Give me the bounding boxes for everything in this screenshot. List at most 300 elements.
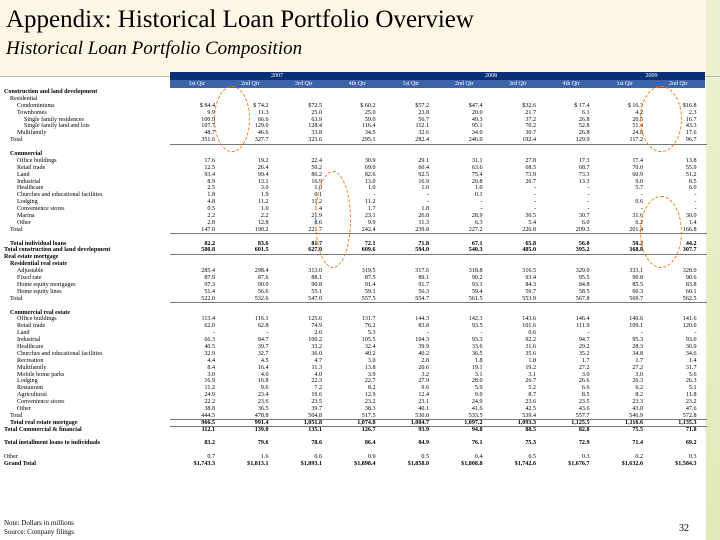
table-cell: 4.2 bbox=[635, 109, 643, 116]
table-cell: 20.7 bbox=[525, 178, 536, 185]
table-cell: 29.2 bbox=[578, 343, 590, 350]
row-label: Convenience stores bbox=[17, 206, 65, 213]
table-row bbox=[4, 234, 707, 241]
table-cell: 3.0 bbox=[367, 357, 376, 364]
table-cell: 17.6 bbox=[204, 157, 215, 164]
table-cell: 39.9 bbox=[418, 343, 429, 350]
table-cell: - bbox=[694, 206, 697, 213]
table-cell: 19.1 bbox=[471, 364, 483, 371]
table-cell: - bbox=[587, 206, 590, 213]
table-cell: 0.6 bbox=[314, 454, 322, 461]
table-cell: 68.5 bbox=[525, 164, 536, 171]
table-cell: 1,135.3 bbox=[678, 419, 697, 426]
table-cell: 0.3 bbox=[581, 454, 590, 461]
table-cell: 5.1 bbox=[688, 385, 697, 392]
table-cell: 19.2 bbox=[257, 157, 269, 164]
table-cell: 1.0 bbox=[260, 206, 269, 213]
table-cell: 298.4 bbox=[254, 268, 269, 275]
year-2009: 2009 bbox=[645, 73, 658, 79]
table-cell: 23.5 bbox=[311, 399, 322, 406]
table-cell: 60.4 bbox=[418, 164, 429, 171]
table-cell: 23.6 bbox=[257, 399, 269, 406]
table-cell: 26.4 bbox=[257, 164, 269, 171]
table-cell: - bbox=[587, 185, 590, 192]
table-cell: 40.2 bbox=[364, 350, 376, 357]
table-cell: 47.6 bbox=[685, 405, 697, 412]
table-cell: 32.9 bbox=[204, 350, 215, 357]
table-cell: 24.9 bbox=[471, 399, 483, 406]
table-row bbox=[4, 220, 707, 227]
table-cell: 41.6 bbox=[471, 405, 483, 412]
table-cell: 30.9 bbox=[685, 343, 697, 350]
table-cell: 30.7 bbox=[525, 130, 536, 137]
table-cell: 9.6 bbox=[260, 385, 269, 392]
table-cell: 9.9 bbox=[207, 109, 215, 116]
table-cell: 84.9 bbox=[418, 440, 429, 447]
table-cell: 34.0 bbox=[471, 130, 483, 137]
table-cell: 17.4 bbox=[632, 157, 643, 164]
table-row bbox=[4, 179, 707, 186]
row-label: Total installment loans to individuals bbox=[4, 440, 100, 447]
table-cell: 580.8 bbox=[201, 247, 215, 254]
table-cell: 26.3 bbox=[632, 378, 643, 385]
table-cell: 1.0 bbox=[314, 185, 322, 192]
table-cell: 28.3 bbox=[632, 343, 643, 350]
table-row bbox=[4, 323, 707, 330]
row-label: Healthcare bbox=[17, 343, 44, 350]
table-cell: 40.1 bbox=[418, 405, 429, 412]
table-cell: 6.1 bbox=[581, 109, 590, 116]
table-row bbox=[4, 351, 707, 358]
table-cell: 3.0 bbox=[207, 371, 215, 378]
table-cell: 554.7 bbox=[415, 295, 429, 302]
row-label: Total Commercial & financial bbox=[4, 426, 82, 433]
row-label: Retail trade bbox=[17, 323, 46, 330]
table-cell: 1,051.8 bbox=[303, 419, 322, 426]
table-cell: 0.1 bbox=[474, 192, 483, 199]
table-cell: 78.6 bbox=[311, 440, 322, 447]
table-cell: 49.3 bbox=[471, 116, 483, 123]
table-cell: 88.1 bbox=[311, 275, 322, 282]
row-label: Single family residences bbox=[24, 116, 84, 123]
table-cell: 532.6 bbox=[254, 295, 269, 302]
table-cell: 0.9 bbox=[367, 454, 376, 461]
row-label: Other bbox=[17, 219, 31, 226]
table-cell: 11.2 bbox=[365, 199, 376, 206]
table-row bbox=[4, 392, 707, 399]
table-cell: 627.0 bbox=[308, 247, 322, 254]
table-cell: 23.8 bbox=[418, 109, 429, 116]
table-cell: 0.4 bbox=[474, 454, 483, 461]
table-cell: 561.5 bbox=[468, 295, 483, 302]
table-cell: - bbox=[640, 330, 643, 337]
table-cell: 85.5 bbox=[632, 281, 643, 288]
table-cell: 100.2 bbox=[308, 337, 322, 344]
row-label: Construction and land development bbox=[4, 89, 98, 95]
table-cell: 242.4 bbox=[361, 226, 376, 233]
table-cell: 70.2 bbox=[525, 123, 536, 130]
table-row bbox=[4, 344, 707, 351]
table-cell: 73.3 bbox=[578, 171, 590, 178]
table-cell: - bbox=[587, 192, 590, 199]
table-cell: 557.7 bbox=[575, 412, 590, 419]
table-cell: - bbox=[533, 185, 536, 192]
table-cell: 8.5 bbox=[688, 178, 697, 185]
table-cell: - bbox=[694, 192, 697, 199]
table-cell: 31.6 bbox=[525, 343, 536, 350]
table-cell: 76.2 bbox=[364, 323, 376, 330]
table-row bbox=[4, 247, 707, 254]
table-cell: 31.6 bbox=[632, 213, 643, 220]
table-cell: 8.7 bbox=[528, 392, 536, 399]
table-cell: 8.5 bbox=[581, 392, 590, 399]
table-cell: 68.7 bbox=[578, 164, 590, 171]
table-row bbox=[4, 254, 707, 261]
table-cell: 1.7 bbox=[581, 357, 590, 364]
table-cell: 100.9 bbox=[201, 116, 215, 123]
row-label: Lodging bbox=[17, 378, 38, 385]
table-cell: 69.0 bbox=[364, 164, 376, 171]
table-row bbox=[4, 137, 707, 144]
table-cell: $1,893.1 bbox=[300, 461, 322, 468]
table-cell: 71.4 bbox=[632, 440, 643, 447]
table-cell: 120.0 bbox=[682, 323, 697, 330]
table-cell: 328.0 bbox=[682, 268, 697, 275]
table-cell: 33.8 bbox=[311, 130, 322, 137]
table-row bbox=[4, 172, 707, 179]
table-cell: 1.6 bbox=[260, 454, 269, 461]
table-cell: 0.5 bbox=[421, 454, 429, 461]
table-cell: 135.1 bbox=[308, 426, 322, 433]
table-cell: - bbox=[426, 192, 429, 199]
table-row bbox=[4, 289, 707, 296]
table-cell: 557.5 bbox=[361, 295, 376, 302]
table-cell: 5.2 bbox=[528, 385, 536, 392]
table-cell: 323.6 bbox=[308, 137, 322, 144]
table-cell: $ 84.4 bbox=[199, 102, 215, 109]
table-cell: 23.1 bbox=[418, 399, 429, 406]
table-cell: 1.0 bbox=[474, 185, 483, 192]
table-row bbox=[4, 199, 707, 206]
table-cell: 116.4 bbox=[362, 123, 376, 130]
table-cell: 20.5 bbox=[632, 116, 643, 123]
table-cell: 30.9 bbox=[364, 157, 376, 164]
table-cell: 93.5 bbox=[471, 323, 483, 330]
table-cell: 21.7 bbox=[525, 109, 536, 116]
table-cell: 129.9 bbox=[575, 137, 590, 144]
table-cell: 2.8 bbox=[421, 357, 429, 364]
table-cell: 1.8 bbox=[474, 357, 483, 364]
table-cell: 209.3 bbox=[575, 226, 590, 233]
table-cell: 166.8 bbox=[682, 226, 697, 233]
table-cell: - bbox=[480, 330, 483, 337]
table-cell: 26.7 bbox=[525, 378, 536, 385]
table-cell: 307.7 bbox=[682, 247, 697, 254]
table-cell: 5.6 bbox=[688, 371, 697, 378]
table-cell: 594.0 bbox=[415, 247, 429, 254]
table-cell: 11.3 bbox=[258, 109, 269, 116]
row-label: Churches and educational facilities bbox=[17, 192, 103, 199]
table-cell: 547.0 bbox=[308, 295, 322, 302]
table-cell: 13.3 bbox=[578, 178, 590, 185]
table-cell: 192.4 bbox=[522, 137, 536, 144]
table-cell: 4.5 bbox=[260, 357, 269, 364]
table-cell: 11.2 bbox=[204, 385, 215, 392]
table-cell: 63.6 bbox=[471, 164, 483, 171]
table-cell: 0.2 bbox=[635, 454, 643, 461]
table-cell: 8.9 bbox=[207, 178, 215, 185]
table-cell: 226.8 bbox=[522, 226, 536, 233]
table-cell: 0.5 bbox=[207, 206, 215, 213]
table-row bbox=[4, 310, 707, 317]
table-cell: 71.8 bbox=[418, 240, 429, 247]
table-cell: 313.0 bbox=[308, 268, 322, 275]
table-cell: 83.8 bbox=[685, 281, 697, 288]
table-cell: 11.8 bbox=[686, 392, 697, 399]
row-label: Single family land and lots bbox=[24, 123, 90, 130]
table-cell: 3.1 bbox=[528, 371, 536, 378]
quarter-header-cell: 1st Qtr bbox=[616, 81, 633, 87]
table-row bbox=[4, 151, 707, 158]
table-cell: 540.3 bbox=[468, 247, 483, 254]
table-row bbox=[4, 337, 707, 344]
row-label: Healthcare bbox=[17, 185, 44, 192]
table-cell: 444.5 bbox=[201, 412, 215, 419]
quarter-header bbox=[170, 80, 705, 88]
table-cell: 131.7 bbox=[361, 316, 376, 323]
table-row bbox=[4, 413, 707, 420]
table-cell: 11.2 bbox=[258, 199, 269, 206]
table-cell: 50.2 bbox=[311, 164, 322, 171]
table-cell: - bbox=[533, 199, 536, 206]
table-cell: 190.2 bbox=[254, 226, 269, 233]
table-cell: - bbox=[212, 330, 215, 337]
table-cell: 368.8 bbox=[629, 247, 643, 254]
table-cell: 20.8 bbox=[471, 178, 483, 185]
table-row bbox=[4, 110, 707, 117]
table-cell: 1,084.7 bbox=[410, 419, 429, 426]
table-cell: 1,125.5 bbox=[571, 419, 590, 426]
table-cell: 59.7 bbox=[525, 288, 536, 295]
table-cell: 38.3 bbox=[364, 405, 376, 412]
table-cell: 95.3 bbox=[632, 337, 643, 344]
table-cell: 60.1 bbox=[685, 288, 697, 295]
table-cell: 62.0 bbox=[204, 323, 215, 330]
row-label: Recreation bbox=[17, 357, 44, 364]
loan-portfolio-table bbox=[4, 89, 707, 468]
table-cell: 60.3 bbox=[632, 288, 643, 295]
table-cell: 60.9 bbox=[632, 171, 643, 178]
table-cell: 116.1 bbox=[255, 316, 269, 323]
table-cell: 112.1 bbox=[415, 123, 429, 130]
table-cell: 13.0 bbox=[364, 178, 376, 185]
table-cell: 59.4 bbox=[471, 288, 483, 295]
table-cell: $16.8 bbox=[682, 102, 697, 109]
table-cell: 27.2 bbox=[632, 364, 643, 371]
table-cell: 4.7 bbox=[314, 357, 322, 364]
table-cell: 5.7 bbox=[635, 185, 643, 192]
table-cell: 227.2 bbox=[468, 226, 483, 233]
table-cell: 23.4 bbox=[257, 392, 269, 399]
table-cell: 40.2 bbox=[418, 350, 429, 357]
table-row bbox=[4, 192, 707, 199]
row-label: Commercial bbox=[10, 151, 43, 158]
table-cell: 16.8 bbox=[257, 378, 269, 385]
table-cell: 72.9 bbox=[578, 440, 590, 447]
table-cell: 572.8 bbox=[682, 412, 697, 419]
table-cell: 2.8 bbox=[207, 219, 215, 226]
table-cell: 90.6 bbox=[685, 275, 697, 282]
table-cell: - bbox=[373, 192, 376, 199]
row-label: Total bbox=[10, 137, 23, 144]
table-cell: 79.6 bbox=[257, 440, 269, 447]
table-row bbox=[4, 420, 707, 427]
table-cell: 351.6 bbox=[201, 137, 215, 144]
table-cell: 101.6 bbox=[522, 323, 536, 330]
table-cell: 530.0 bbox=[415, 412, 429, 419]
table-cell: 88.5 bbox=[525, 426, 536, 433]
table-cell: 2.6 bbox=[314, 330, 322, 337]
table-cell: 56.7 bbox=[418, 116, 429, 123]
table-cell: 19.2 bbox=[525, 364, 536, 371]
table-cell: 567.8 bbox=[575, 295, 590, 302]
table-cell: 140.6 bbox=[629, 316, 643, 323]
table-cell: 87.6 bbox=[257, 275, 269, 282]
row-label: Home equity lines bbox=[17, 288, 62, 295]
table-cell: 50.2 bbox=[632, 240, 643, 247]
table-cell: 24.8 bbox=[632, 130, 643, 137]
table-cell: 86.4 bbox=[364, 440, 376, 447]
table-row bbox=[4, 399, 707, 406]
table-cell: 63.9 bbox=[311, 116, 322, 123]
table-row bbox=[4, 165, 707, 172]
table-cell: 66.6 bbox=[257, 116, 269, 123]
table-cell: 13.8 bbox=[364, 364, 376, 371]
table-cell: 4.0 bbox=[314, 371, 322, 378]
table-cell: - bbox=[480, 199, 483, 206]
table-cell: $1,584.3 bbox=[675, 461, 697, 468]
quarter-header-cell: 1st Qtr bbox=[402, 81, 419, 87]
table-cell: - bbox=[587, 330, 590, 337]
table-cell: 76.1 bbox=[471, 440, 483, 447]
table-cell: 3.9 bbox=[367, 371, 376, 378]
table-cell: - bbox=[587, 199, 590, 206]
year-header bbox=[170, 72, 705, 80]
table-cell: 74.9 bbox=[311, 323, 322, 330]
table-cell: 36.0 bbox=[311, 350, 322, 357]
table-cell: 52.8 bbox=[578, 123, 590, 130]
table-cell: 43.3 bbox=[685, 123, 697, 130]
table-row bbox=[4, 372, 707, 379]
table-cell: 93.4 bbox=[525, 275, 536, 282]
table-cell: - bbox=[533, 192, 536, 199]
table-cell: 8.4 bbox=[207, 364, 215, 371]
table-cell: 0.7 bbox=[207, 454, 215, 461]
table-cell: 26.3 bbox=[685, 378, 697, 385]
table-cell: $1,676.7 bbox=[568, 461, 590, 468]
table-cell: 55.1 bbox=[311, 288, 322, 295]
table-row bbox=[4, 440, 707, 447]
table-cell: 966.5 bbox=[201, 419, 215, 426]
row-label: Agricultural bbox=[17, 392, 47, 399]
table-cell: 26.8 bbox=[578, 130, 590, 137]
table-cell: 546.9 bbox=[629, 412, 643, 419]
table-row bbox=[4, 103, 707, 110]
table-cell: 28.0 bbox=[471, 378, 483, 385]
table-row bbox=[4, 261, 707, 268]
table-cell: 3.0 bbox=[260, 185, 269, 192]
table-cell: 44.2 bbox=[685, 240, 697, 247]
table-cell: 90.8 bbox=[632, 275, 643, 282]
table-cell: 1.4 bbox=[688, 357, 697, 364]
row-label: Total bbox=[10, 412, 23, 419]
table-cell: 32.7 bbox=[257, 350, 269, 357]
table-cell: 1.9 bbox=[260, 192, 269, 199]
table-cell: 0.3 bbox=[688, 454, 697, 461]
table-cell: 1,116.6 bbox=[625, 419, 643, 426]
table-cell: 601.5 bbox=[254, 247, 269, 254]
table-cell: 5.9 bbox=[474, 385, 483, 392]
row-label: Total individual loans bbox=[10, 240, 67, 247]
table-cell: 22.2 bbox=[204, 399, 215, 406]
row-label: Churches and educational facilities bbox=[17, 350, 103, 357]
table-cell: 95.1 bbox=[471, 123, 483, 130]
table-cell: 59.1 bbox=[364, 288, 376, 295]
title-band bbox=[0, 0, 706, 76]
table-cell: 96.7 bbox=[685, 137, 697, 144]
highlight-oval-marina-2009 bbox=[640, 196, 682, 268]
table-cell: 246.0 bbox=[468, 137, 483, 144]
table-cell: 27.9 bbox=[418, 378, 429, 385]
table-cell: 201.4 bbox=[629, 226, 643, 233]
table-row bbox=[4, 89, 707, 96]
table-cell: 90.0 bbox=[257, 281, 269, 288]
table-cell: 75.3 bbox=[525, 440, 536, 447]
table-cell: 113.4 bbox=[201, 316, 215, 323]
table-cell: 1,093.3 bbox=[517, 419, 536, 426]
row-label: Land bbox=[17, 171, 30, 178]
table-cell: 569.7 bbox=[629, 295, 643, 302]
row-label: Townhomes bbox=[17, 109, 47, 116]
table-cell: 89.1 bbox=[418, 275, 429, 282]
table-cell: 1.0 bbox=[367, 185, 376, 192]
table-cell: - bbox=[694, 199, 697, 206]
table-row bbox=[4, 316, 707, 323]
table-cell: 282.4 bbox=[415, 137, 429, 144]
table-row bbox=[4, 96, 707, 103]
table-cell: 4.0 bbox=[260, 371, 269, 378]
table-cell: 93.1 bbox=[471, 281, 483, 288]
row-label: Other bbox=[17, 405, 31, 412]
table-row bbox=[4, 358, 707, 365]
table-row bbox=[4, 447, 707, 454]
table-cell: $47.4 bbox=[468, 102, 483, 109]
table-cell: 21.9 bbox=[311, 213, 322, 220]
table-cell: 31.7 bbox=[685, 364, 697, 371]
table-cell: 125.6 bbox=[308, 316, 322, 323]
table-cell: 318.8 bbox=[468, 268, 483, 275]
table-cell: 36.5 bbox=[471, 350, 483, 357]
table-cell: 90.2 bbox=[471, 275, 483, 282]
table-cell: 59.0 bbox=[364, 116, 376, 123]
table-cell: 56.6 bbox=[257, 288, 269, 295]
table-cell: 75.4 bbox=[471, 171, 483, 178]
table-cell: 12.9 bbox=[364, 392, 376, 399]
row-label: Fixed rate bbox=[17, 275, 42, 282]
table-cell: 333.1 bbox=[629, 268, 643, 275]
quarter-header-cell: 2nd Qtr bbox=[669, 81, 688, 87]
table-cell: $1,808.8 bbox=[461, 461, 483, 468]
